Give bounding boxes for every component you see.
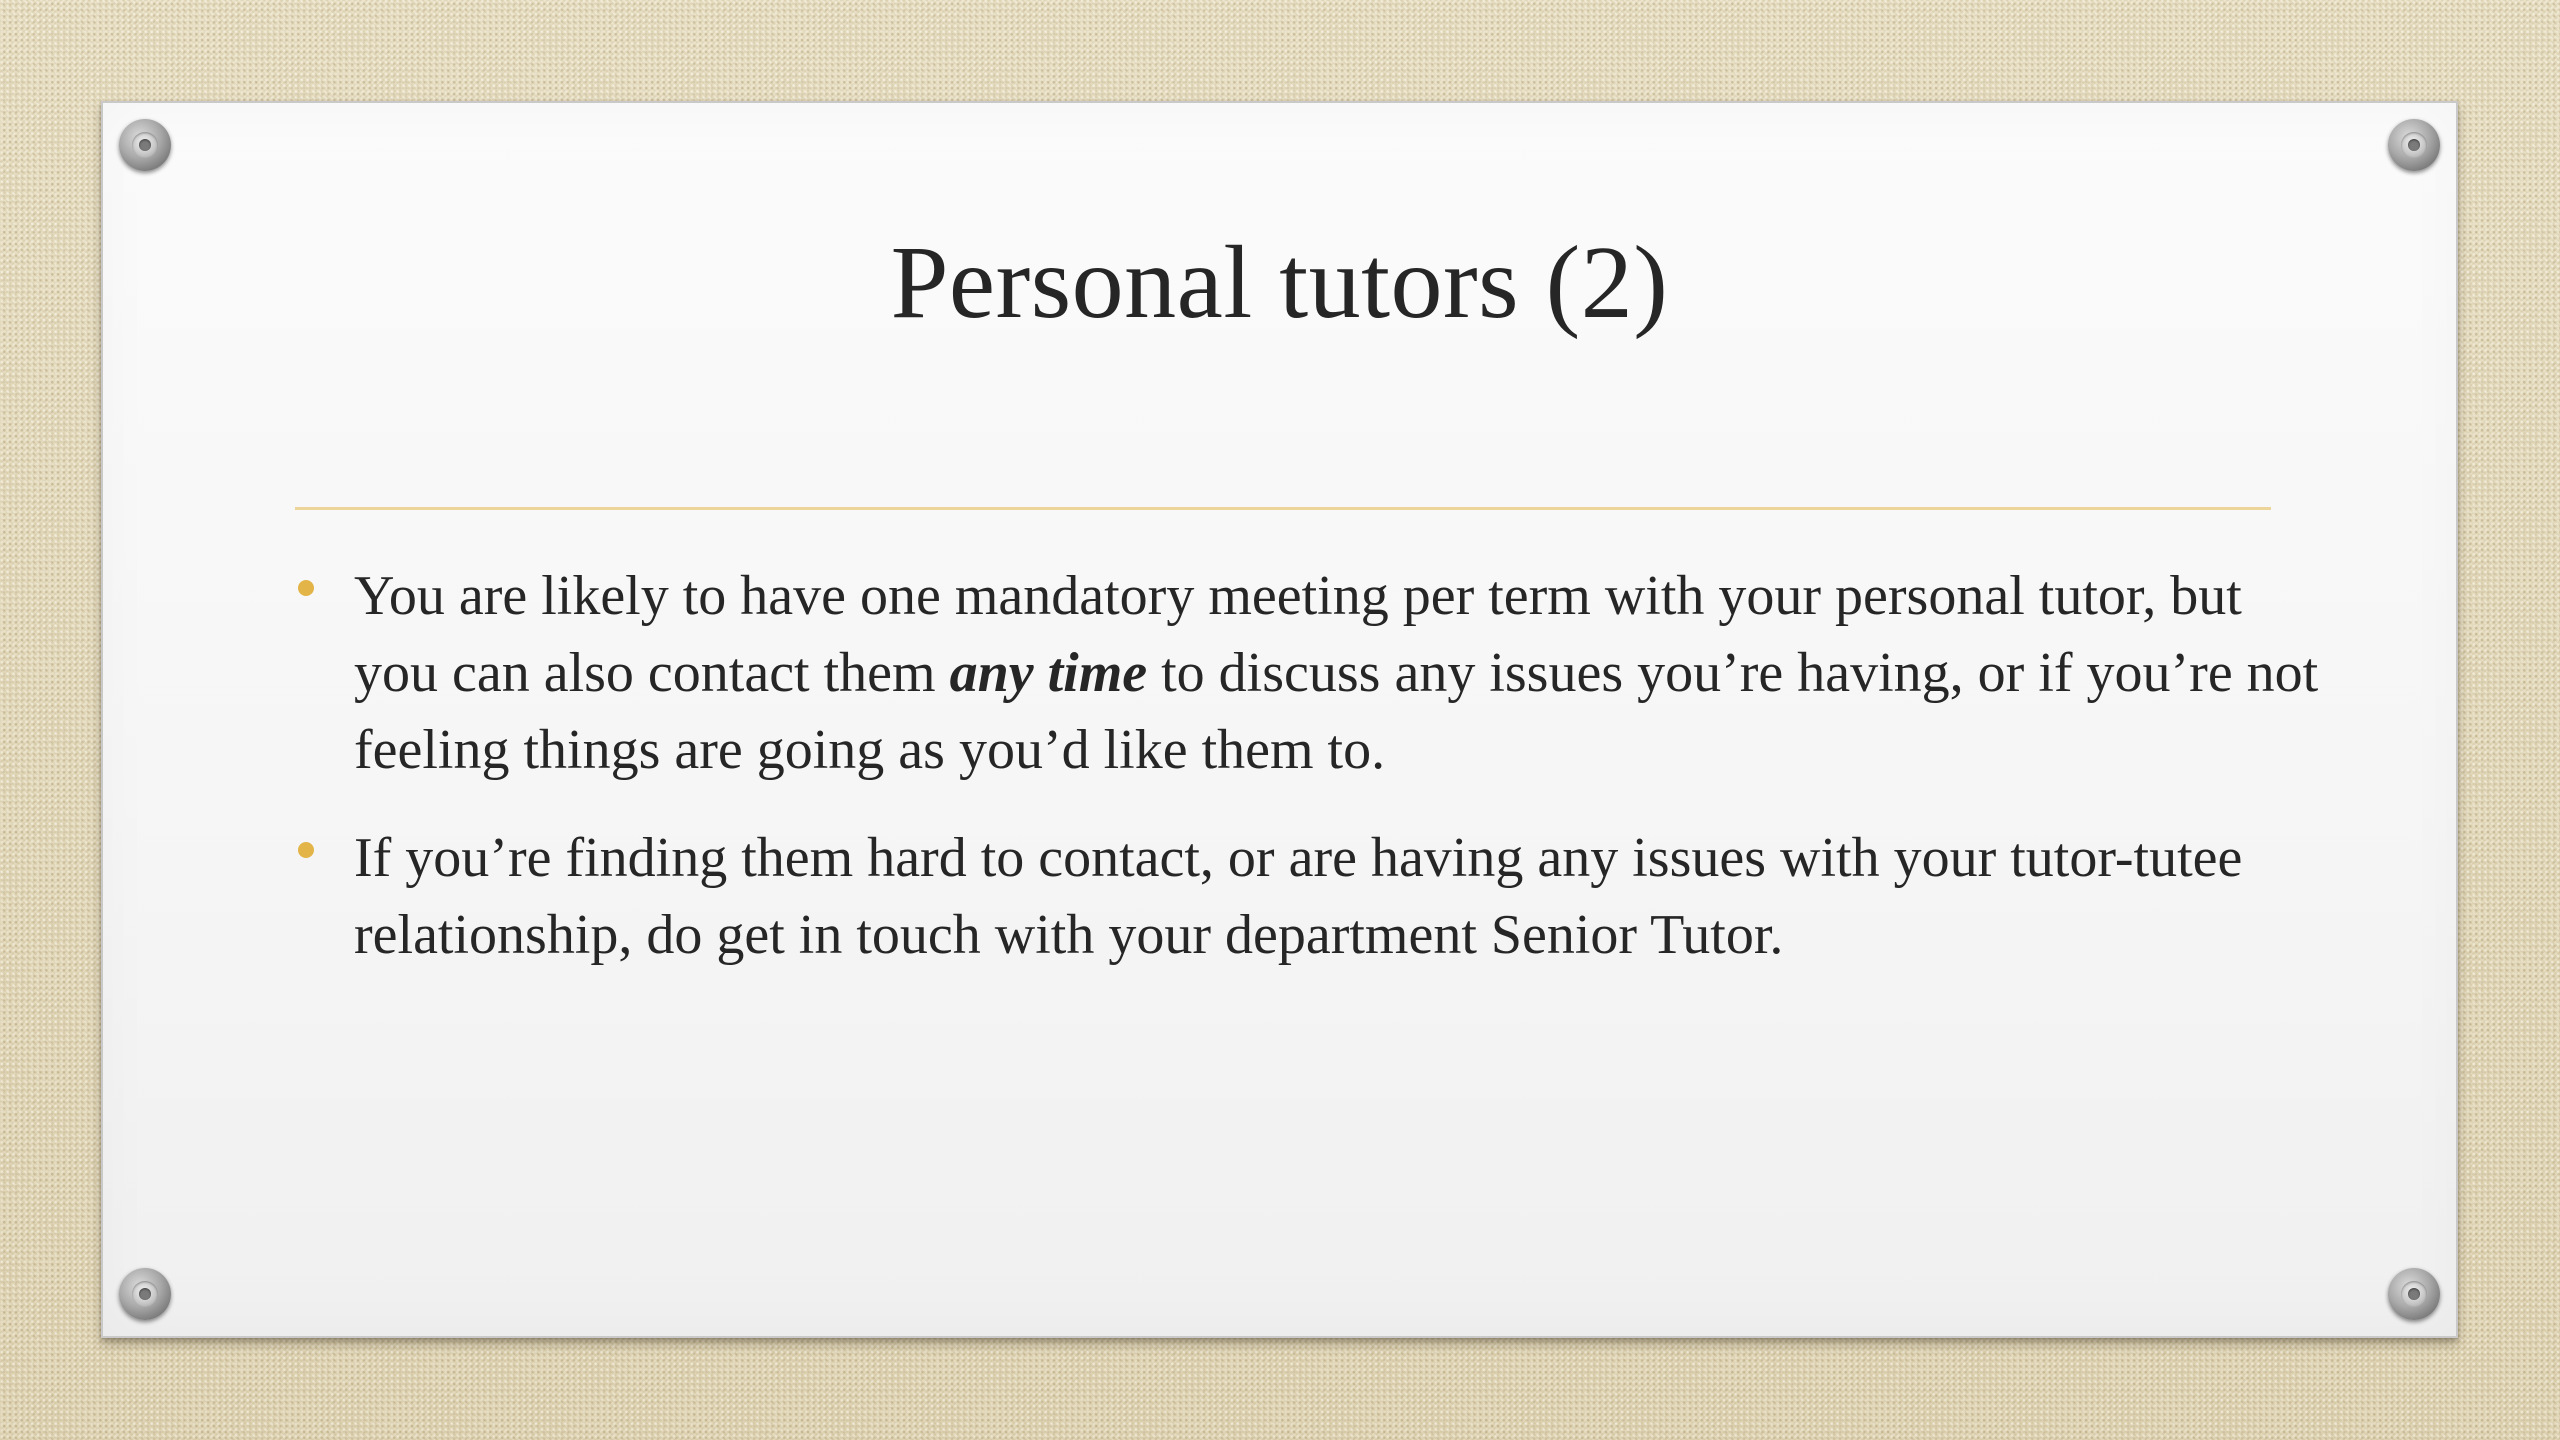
slide-card	[101, 101, 2458, 1338]
bullet-item-meetings	[296, 558, 2326, 789]
rivet-icon-top-left	[119, 119, 171, 171]
bullet-text-start: You are likely to have one mandatory meeting per term with your personal tutor, but you can also contact them	[354, 565, 2242, 704]
bullet-dot-icon	[298, 580, 314, 596]
bullet-list	[296, 558, 2326, 1005]
rivet-icon-bottom-left	[119, 1268, 171, 1320]
slide-title: Personal tutors (2)	[890, 225, 1669, 340]
bullet-dot-icon	[298, 842, 314, 858]
bullet-text-end: to discuss any issues you’re having, or if you’re not feeling things are going as you’d like them to.	[354, 642, 2319, 781]
rivet-icon-bottom-right	[2388, 1268, 2440, 1320]
bullet-item-senior-tutor	[296, 820, 2326, 974]
bullet-text: If you’re finding them hard to contact, or are having any issues with your tutor-tutee relationship, do get in touch with your department Senior Tutor.	[354, 827, 2243, 966]
title-divider	[295, 507, 2271, 510]
bullet-emphasis: any time	[949, 642, 1148, 704]
rivet-icon-top-right	[2388, 119, 2440, 171]
